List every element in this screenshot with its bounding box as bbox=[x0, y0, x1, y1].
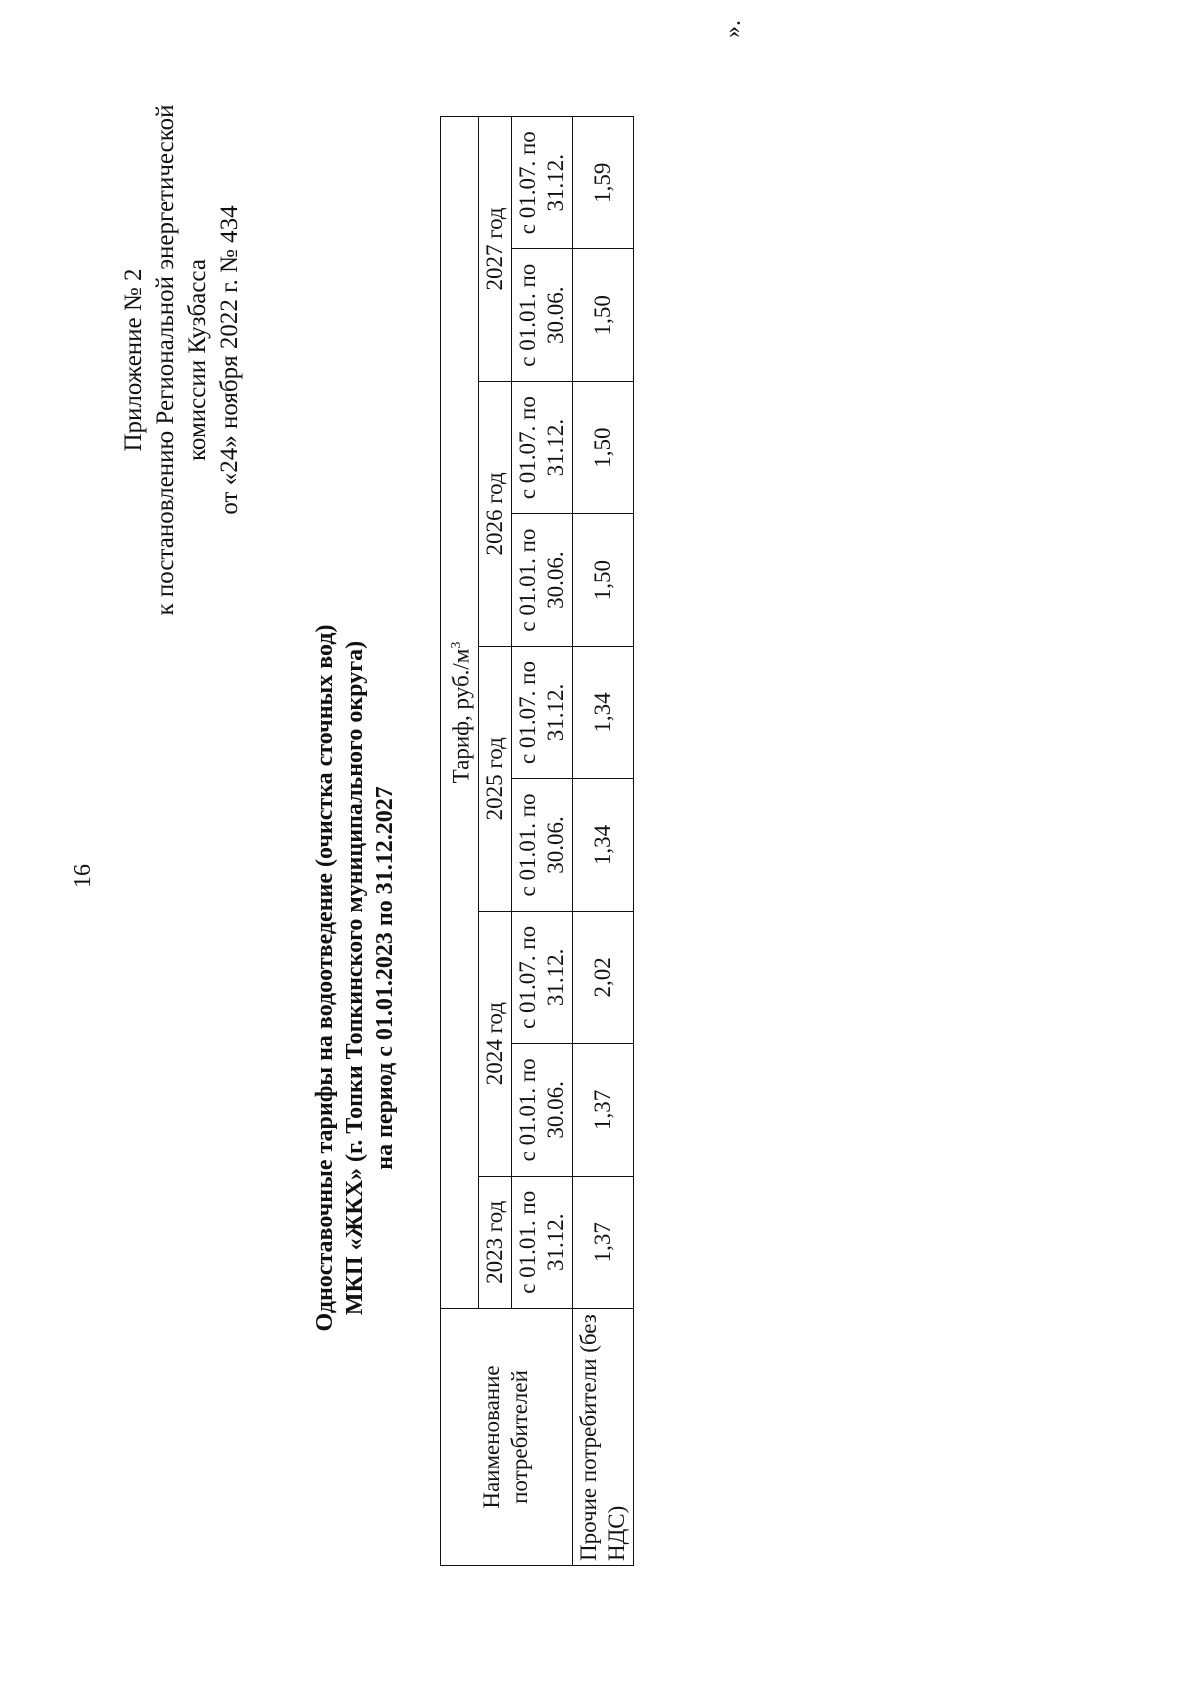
period-header: с 01.07. по 31.12. bbox=[511, 646, 572, 778]
year-header: 2025 год bbox=[478, 646, 511, 911]
appendix-line-3: комиссии Кузбасса bbox=[184, 259, 211, 461]
year-header: 2026 год bbox=[478, 381, 511, 646]
page-number: 16 bbox=[70, 864, 96, 888]
appendix-line-1: Приложение № 2 bbox=[120, 268, 147, 452]
period-header: с 01.01. по 30.06. bbox=[511, 249, 572, 381]
tariff-value-cell: 1,59 bbox=[572, 117, 633, 250]
period-header: с 01.07. по 31.12. bbox=[511, 381, 572, 513]
period-header: с 01.01. по 31.12. bbox=[511, 1176, 572, 1308]
year-header: 2023 год bbox=[478, 1176, 511, 1308]
closing-quote-mark: ». bbox=[720, 20, 746, 38]
tariff-value-cell: 1,34 bbox=[572, 646, 633, 778]
consumer-name-header: Наименование потребителей bbox=[441, 1309, 573, 1566]
period-header: с 01.07. по 31.12. bbox=[511, 117, 572, 250]
tariff-value-cell: 1,50 bbox=[572, 249, 633, 381]
appendix-line-2: к постановлению Региональной энергетической bbox=[152, 104, 179, 616]
appendix-line-4: от «24» ноября 2022 г. № 434 bbox=[216, 205, 243, 515]
consumer-name-cell: Прочие потребители (без НДС) bbox=[572, 1309, 633, 1566]
appendix-header bbox=[118, 90, 246, 630]
tariff-value-cell: 1,50 bbox=[572, 381, 633, 513]
period-header: с 01.01. по 30.06. bbox=[511, 1044, 572, 1176]
period-header: с 01.01. по 30.06. bbox=[511, 514, 572, 646]
period-header: с 01.01. по 30.06. bbox=[511, 779, 572, 911]
table-header-row-1 bbox=[441, 117, 479, 1566]
year-header: 2024 год bbox=[478, 911, 511, 1176]
tariff-value-cell: 1,37 bbox=[572, 1044, 633, 1176]
tariff-header-text: Тариф, руб./м bbox=[448, 648, 474, 784]
tariff-table bbox=[440, 116, 634, 1566]
title-line-2: МКП «ЖКХ» (г. Топки Топкинского муниципального округа) bbox=[342, 640, 368, 1316]
tariff-value-cell: 1,37 bbox=[572, 1176, 633, 1308]
tariff-value-cell: 1,34 bbox=[572, 779, 633, 911]
period-header: с 01.07. по 31.12. bbox=[511, 911, 572, 1043]
tariff-header bbox=[441, 117, 479, 1309]
title-line-1: Одноставочные тарифы на водоотведение (очистка сточных вод) bbox=[312, 624, 338, 1332]
table-row bbox=[572, 117, 633, 1566]
document-title bbox=[310, 448, 400, 1508]
year-header: 2027 год bbox=[478, 117, 511, 382]
title-line-3: на период с 01.01.2023 по 31.12.2027 bbox=[372, 786, 398, 1170]
tariff-value-cell: 1,50 bbox=[572, 514, 633, 646]
tariff-value-cell: 2,02 bbox=[572, 911, 633, 1043]
tariff-unit-superscript: 3 bbox=[449, 641, 464, 649]
